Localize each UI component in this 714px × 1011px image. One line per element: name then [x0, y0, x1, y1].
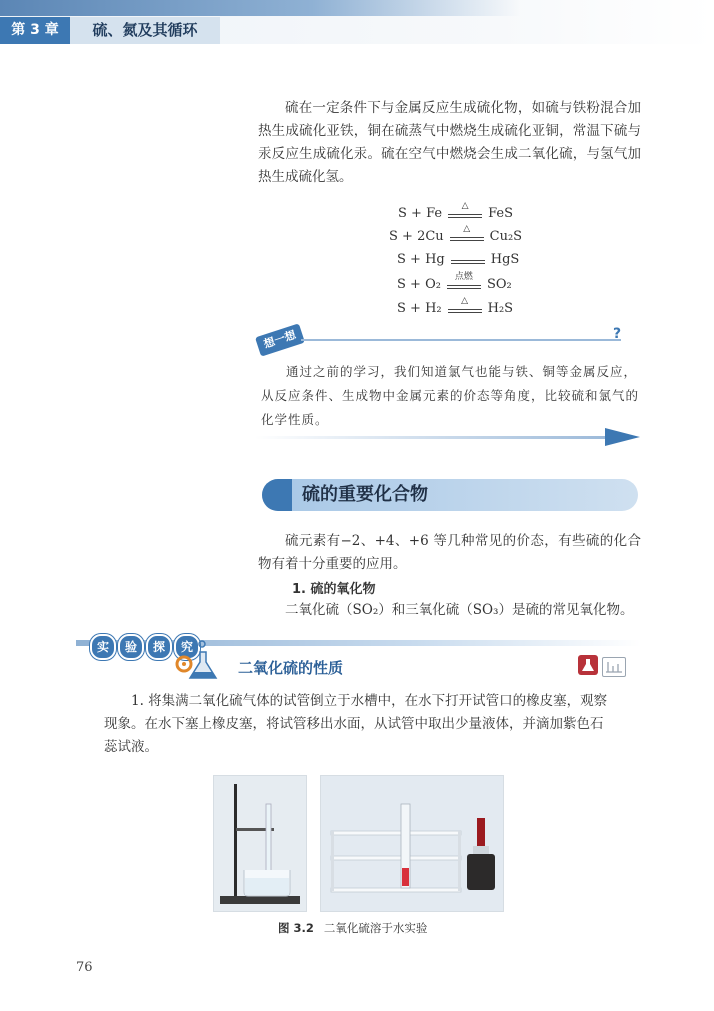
equation-right: Cu₂S	[489, 229, 523, 244]
experiment-badge: 验	[118, 634, 144, 660]
think-badge: 想一想	[255, 323, 305, 356]
equation-right: SO₂	[486, 277, 512, 292]
think-bottom-arrow-icon	[255, 426, 640, 448]
equation-arrow	[448, 201, 482, 221]
equation	[397, 294, 513, 316]
experiment-badge: 探	[146, 634, 172, 660]
intro-paragraph: 硫在一定条件下与金属反应生成硫化物，如硫与铁粉混合加热生成硫化亚铁，铜在硫蒸气中燃烧生成硫化亚铜，常温下硫与汞反应生成硫化汞。硫在空气中燃烧会生成二氧化硫，与氢气加热生成硫化氢。	[258, 100, 641, 185]
experiment-badge: 究	[174, 634, 200, 660]
equation-left: S + 2Cu	[389, 229, 444, 244]
equation-right: H₂S	[487, 301, 514, 316]
equation-arrow	[448, 296, 482, 316]
oxides-sentence: 二氧化硫（SO₂）和三氧化硫（SO₃）是硫的常见氧化物。	[285, 602, 634, 618]
figure-caption-text: 二氧化硫溶于水实验	[323, 921, 428, 935]
think-box	[255, 326, 640, 450]
think-top-line	[301, 339, 621, 341]
equation-right: FeS	[488, 206, 513, 221]
experiment-step-1: 1. 将集满二氧化硫气体的试管倒立于水槽中，在水下打开试管口的橡皮塞，观察现象。在水下塞上橡皮塞，将试管移出水面，从试管中取出少量液体，并滴加紫色石蕊试液。	[104, 693, 608, 755]
header-top-bar	[0, 0, 520, 16]
equation	[397, 245, 519, 267]
experiment-badge: 实	[90, 634, 116, 660]
equation	[389, 222, 522, 244]
equation-left: S + Fe	[398, 206, 443, 221]
subheading: 1. 硫的氧化物	[292, 582, 376, 597]
chapter-label: 第 3 章	[0, 17, 70, 44]
page-number: 76	[76, 960, 93, 975]
think-text: 通过之前的学习，我们知道氯气也能与铁、铜等金属反应，从反应条件、生成物中金属元素的价态等角度，比较硫和氯气的化学性质。	[261, 364, 640, 427]
equation-arrow	[451, 253, 485, 267]
equation-condition: 点燃	[454, 272, 473, 282]
equation-condition: △	[461, 201, 469, 211]
equation-condition: △	[463, 224, 471, 234]
equation-left: S + Hg	[397, 252, 445, 267]
figure-caption	[278, 920, 427, 936]
chapter-title: 硫、氮及其循环	[70, 17, 220, 44]
question-mark-icon: ?	[613, 326, 622, 342]
equation-arrow	[450, 224, 484, 244]
lab-flask-icon	[578, 655, 598, 675]
section-title: 硫的重要化合物	[302, 484, 428, 505]
section-title-cap	[262, 479, 292, 511]
equation-arrow	[447, 272, 481, 292]
equation	[398, 199, 513, 221]
figure-label: 图 3.2	[278, 921, 314, 935]
equation-condition: △	[461, 296, 469, 306]
photo-test-tube-rack	[320, 775, 504, 912]
lab-rack-icon	[602, 657, 626, 677]
photo-retort-stand	[213, 775, 307, 912]
section-paragraph: 硫元素有−2、+4、+6 等几种常见的价态，有些硫的化合物有着十分重要的应用。	[258, 533, 641, 572]
equation	[397, 270, 512, 292]
equation-right: HgS	[490, 252, 520, 267]
equation-left: S + O₂	[397, 277, 441, 292]
flask-gear-icon	[172, 640, 222, 682]
equation-left: S + H₂	[397, 301, 442, 316]
experiment-title: 二氧化硫的性质	[238, 659, 344, 677]
